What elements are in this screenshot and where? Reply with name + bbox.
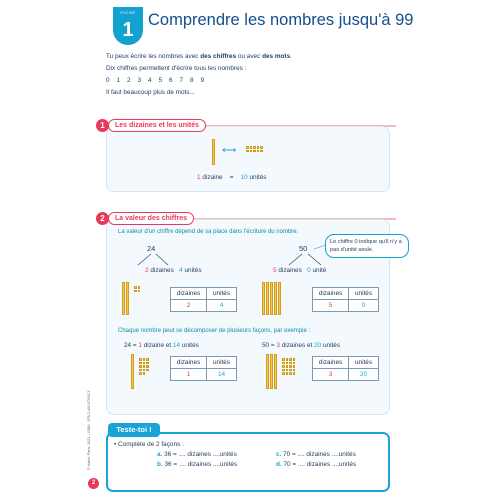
ex1-label [145,267,202,274]
unit-cube [286,372,289,375]
unit-cube [134,286,137,289]
ex2-tens-num: 5 [273,267,277,274]
ex1-tens-word: dizaines [150,267,174,274]
section-2-title: La valeur des chiffres [108,212,194,225]
unit-cube [286,362,289,365]
exercise-b-letter: b. [157,461,163,468]
unit-cube [293,362,296,365]
blocks-50-decomposed [266,354,310,390]
intro-text-c: ou avec [236,53,263,60]
unit-cube [289,365,292,368]
decomposition-intro: Chaque nombre peut se décomposer de plusieurs façons, par exemple : [118,328,311,334]
ex4-eq-e: unités [321,342,341,349]
double-arrow-icon: ⟷ [222,145,237,156]
table-50-decomposed [312,356,379,381]
teste-toi-instruction [114,441,184,448]
ten-rod [126,282,129,315]
ex4-eq-c: dizaines et [279,342,315,349]
unit-cube [139,358,142,361]
ex1-units-word: unités [184,267,202,274]
unit-cube [282,369,285,372]
table-50 [312,287,379,312]
unit-cube [138,286,141,289]
unit-cube [138,290,141,293]
ex2-units-word: unité [312,267,327,274]
unit-cube [282,362,285,365]
unit-cube [134,290,137,293]
unit-cube [289,369,292,372]
intro-text-a: Tu peux écrire les nombres avec [106,53,201,60]
unit-cube [146,358,149,361]
unit-cube [293,365,296,368]
ten-rod [274,282,277,315]
teste-toi-label: Teste-toi ! [108,423,160,437]
ex2-units-num: 0 [307,267,311,274]
unit-cube [293,358,296,361]
teste-toi-instruction-text: Complète de 2 façons : [118,441,184,448]
unit-cube [143,362,146,365]
unit-cube [146,362,149,365]
intro-text-chiffres: des chiffres [200,53,237,60]
ten-rod [274,354,277,389]
unit-cube [293,369,296,372]
digit-9: 9 [200,77,205,84]
digit-8: 8 [190,77,194,84]
eq-sign: = [229,174,234,181]
unit-cube [289,358,292,361]
ex2-label [273,267,326,274]
number-24 [147,244,155,253]
page-title: Comprendre les nombres jusqu'à 99 [148,11,414,29]
eq-right-word: unités [249,174,267,181]
table-50b-header-dizaines: dizaines [313,357,349,369]
ex2-tens-word: dizaines [278,267,302,274]
ex3-eq-units: 14 [172,342,180,349]
section-1-title: Les dizaines et les unités [108,119,206,132]
ten-rod [270,282,273,315]
intro-text-e: . [290,53,292,60]
table-24-value-unites: 4 [207,300,237,312]
number-24-units: 4 [151,244,156,253]
exercise-b-text: 36 = .... dizaines ....unités [164,461,238,468]
unit-cube [286,365,289,368]
unit-cube [282,365,285,368]
ten-rod [278,282,281,315]
ex4-eq-tens: 3 [276,342,280,349]
unit-cube [139,369,142,372]
unit-cube [143,369,146,372]
section-2-intro: La valeur d'un chiffre dépend de sa place dans l'écriture du nombre. [118,229,299,235]
unit-cube [143,365,146,368]
digit-5: 5 [158,77,163,84]
exercise-c-letter: c. [276,451,282,458]
ex3-eq-tens: 1 [138,342,142,349]
unit-cube [139,365,142,368]
fiche-number: 1 [122,19,134,41]
ex4-equation [262,342,340,349]
table-24-header-unites: unités [207,288,237,300]
table-50-value-dizaines: 5 [313,300,349,312]
table-50b-header-unites: unités [349,357,379,369]
ten-rod [270,354,273,389]
table-24b-header-unites: unités [207,357,237,369]
table-24b-value-dizaines: 1 [171,369,207,381]
ten-rod [266,282,269,315]
unit-cube [143,372,146,375]
exercise-a-letter: a. [157,451,163,458]
unit-cube [282,372,285,375]
blocks-24 [122,282,162,316]
exercise-c[interactable] [276,451,356,458]
ex4-eq-a: 50 = [262,342,277,349]
bullet-icon: • [114,441,117,448]
table-24 [170,287,237,312]
digit-4: 4 [148,77,152,84]
unit-cube [286,369,289,372]
ex1-tens-num: 2 [145,267,149,274]
unit-cube [139,362,142,365]
ex3-eq-e: unités [180,342,199,349]
exercise-b[interactable] [157,461,237,468]
ex1-units-num: 4 [179,267,183,274]
ex3-eq-c: dizaine et [141,342,173,349]
unit-cube [286,358,289,361]
unit-cube [139,372,142,375]
eq-left-word: dizaine [202,174,223,181]
intro-line-2: Dix chiffres permettent d'écrire tous les nombres : [106,65,247,72]
table-50-header-unites: unités [349,288,379,300]
table-24b-header-dizaines: dizaines [171,357,207,369]
number-24-tens: 2 [147,244,152,253]
ex3-equation [124,342,199,349]
digit-6: 6 [169,77,173,84]
table-24-decomposed [170,356,237,381]
page-number: 2 [88,478,99,489]
table-24b-value-unites: 14 [207,369,237,381]
table-50-header-dizaines: dizaines [313,288,349,300]
exercise-c-text: 70 = .... dizaines ....unités [283,451,356,458]
ten-rod [131,354,134,389]
intro-line-4: Il faut beaucoup plus de mots... [106,89,195,96]
exercise-d-letter: d. [276,461,282,468]
digit-1: 1 [116,77,121,84]
number-50-tens: 5 [299,244,304,253]
unit-cube [146,369,149,372]
unit-cube [293,372,296,375]
digit-2: 2 [127,77,131,84]
eq-right-number: 10 [240,174,248,181]
unit-cube [289,372,292,375]
table-50b-value-unites: 20 [349,369,379,381]
ex3-eq-a: 24 = [124,342,139,349]
unit-cube [146,365,149,368]
section-1-number: 1 [96,119,109,132]
exercise-a-text: 36 = .... dizaines ....unités [164,451,237,458]
copyright-credit: © Hatier, Paris, 2021 – ISBN : 978-2-401-07940-3 [87,390,91,470]
unit-cube [282,358,285,361]
ex4-eq-units: 20 [314,342,322,349]
number-50-units: 0 [303,244,308,253]
digit-3: 3 [137,77,142,84]
info-bubble: Le chiffre 0 indique qu'il n'y a pas d'unité seule. [325,234,409,258]
fiche-label: FICHE [120,10,136,15]
ten-rod [266,354,269,389]
number-50 [299,244,307,253]
blocks-24-decomposed [131,354,167,390]
ten-rod [122,282,125,315]
exercise-d-text: 70 = .... dizaines ....unités [283,461,357,468]
ten-rod [262,282,265,315]
digit-7: 7 [179,77,184,84]
exercise-a[interactable] [157,451,237,458]
exercise-d[interactable] [276,461,356,468]
table-50-value-unites: 0 [349,300,379,312]
intro-text-mots: des mots [262,53,291,60]
digit-0: 0 [106,77,110,84]
blocks-50 [262,282,304,316]
section-2-number: 2 [96,212,109,225]
table-24-value-dizaines: 2 [171,300,207,312]
eq-left-number: 1 [197,174,201,181]
unit-cube [143,358,146,361]
unit-cube [289,362,292,365]
table-50b-value-dizaines: 3 [313,369,349,381]
table-24-header-dizaines: dizaines [171,288,207,300]
